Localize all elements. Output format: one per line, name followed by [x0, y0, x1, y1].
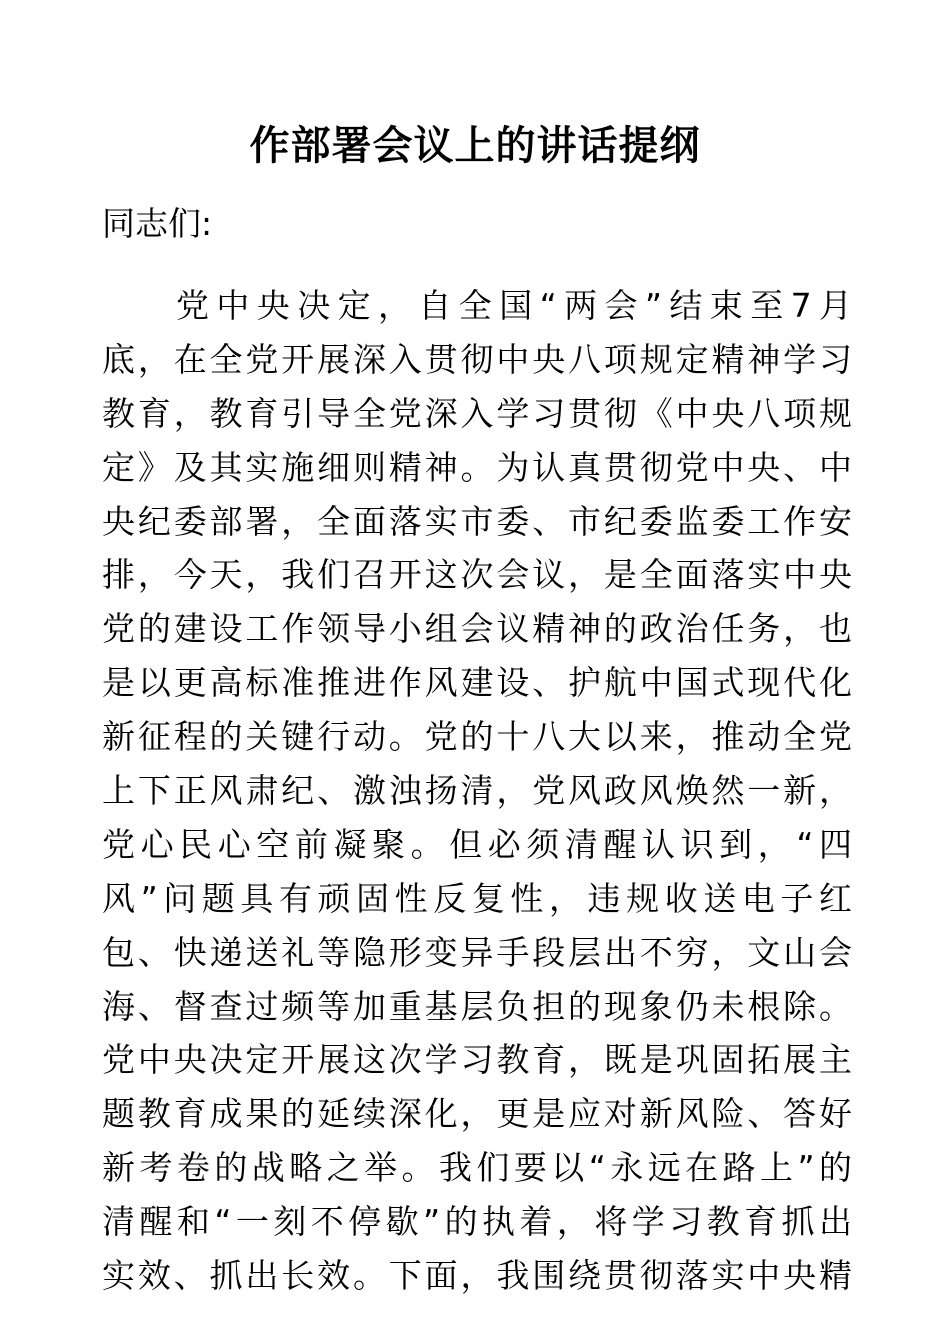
body-paragraph: [102, 279, 852, 1303]
text-line: 排，今天，我们召开这次会议，是全面落实中央: [102, 555, 852, 595]
text-line: 清醒和“一刻不停歇”的执着，将学习教育抓出: [102, 1202, 852, 1242]
text-line: 党心民心空前凝聚。但必须清醒认识到，“四: [102, 824, 852, 864]
text-line: 题教育成果的延续深化，更是应对新风险、答好: [102, 1094, 852, 1134]
text-line: 党中央决定开展这次学习教育，既是巩固拓展主: [102, 1040, 852, 1080]
text-line: 央纪委部署，全面落实市委、市纪委监委工作安: [102, 501, 852, 541]
salutation: 同志们:: [102, 204, 213, 243]
document-title: 作部署会议上的讲话提纲: [249, 122, 701, 169]
text-line: 教育，教育引导全党深入学习贯彻《中央八项规: [102, 393, 852, 433]
text-line: 海、督查过频等加重基层负担的现象仍未根除。: [102, 986, 852, 1026]
text-line: 新征程的关键行动。党的十八大以来，推动全党: [102, 717, 852, 757]
text-line: 包、快递送礼等隐形变异手段层出不穷，文山会: [102, 932, 852, 972]
text-line: 党的建设工作领导小组会议精神的政治任务，也: [102, 609, 852, 649]
text-line: 底，在全党开展深入贯彻中央八项规定精神学习: [102, 339, 852, 379]
text-line: 风”问题具有顽固性反复性，违规收送电子红: [102, 878, 852, 918]
text-line: 上下正风肃纪、激浊扬清，党风政风焕然一新，: [102, 771, 852, 811]
text-line: 党中央决定，自全国“两会”结束至7月: [176, 286, 852, 325]
text-line: 是以更高标准推进作风建设、护航中国式现代化: [102, 663, 852, 703]
text-line: 新考卷的战略之举。我们要以“永远在路上”的: [102, 1148, 852, 1188]
text-line: 实效、抓出长效。下面，我围绕贯彻落实中央精: [102, 1256, 852, 1296]
text-line: 定》及其实施细则精神。为认真贯彻党中央、中: [102, 447, 852, 487]
